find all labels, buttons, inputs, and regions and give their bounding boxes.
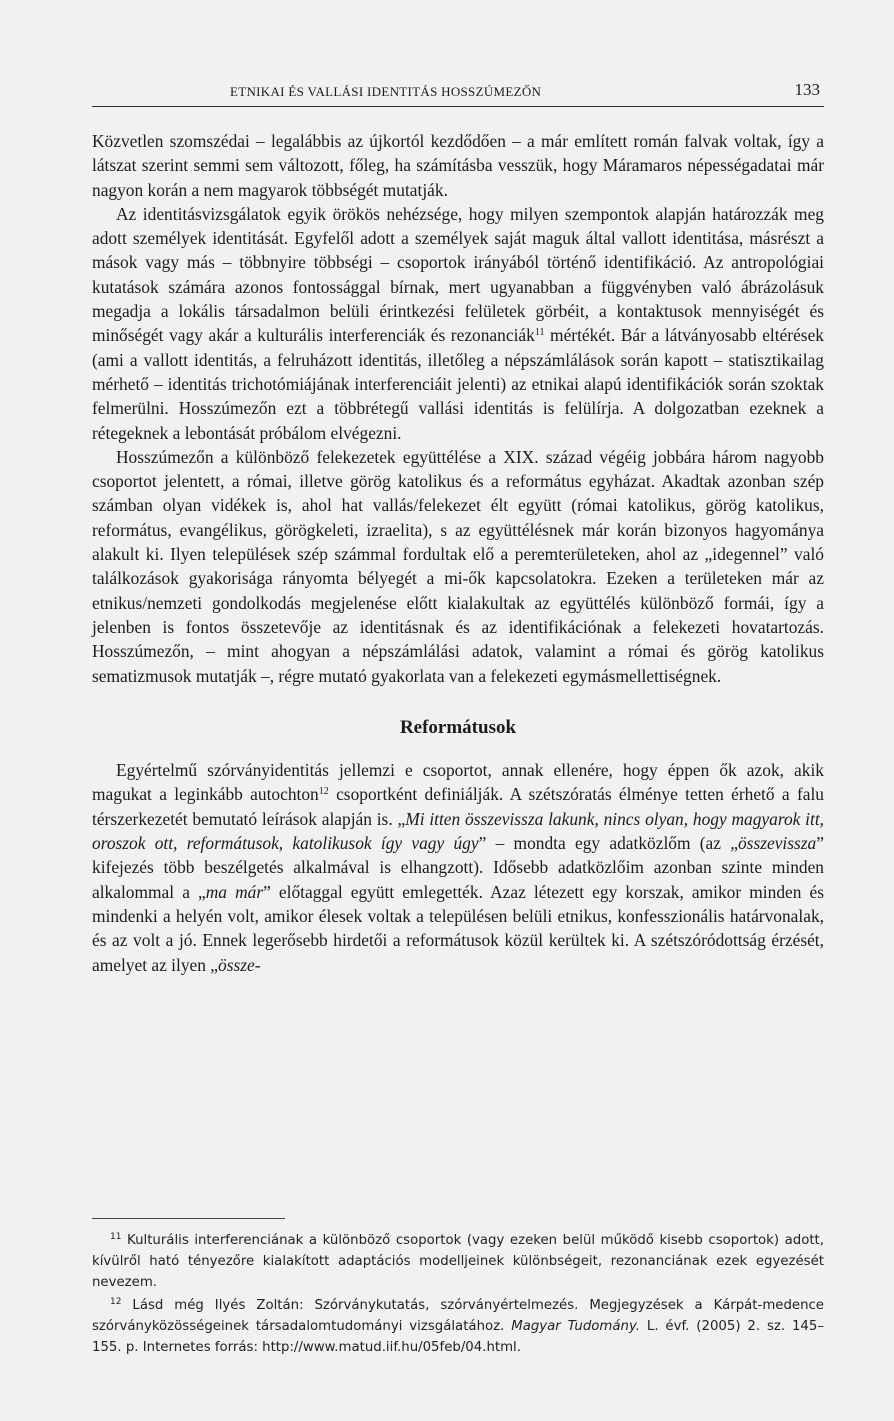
paragraph-2-text-a: Az identitásvizsgálatok egyik örökös nehézsége, hogy milyen szempontok alapján határozzák meg adott személyek identitását. Egyfelől adott a személyek saját maguk által vallott identitása, másrészt a mások vagy más – többnyire többségi – csoportok irányából történő identifikáció. Az antropológiai kutatások számára azonos fontossággal bírnak, mert ugyanabban a függvényben való ábrázolásuk megadja a lokális társadalmon belüli érintkezési felületek görbéit, a kontaktusok mennyiségét és minőségét vagy akár a kulturális interferenciák és rezonanciák — [92, 203, 824, 346]
paragraph-1: Közvetlen szomszédai – legalábbis az újkortól kezdődően – a már említett román falvak voltak, így a látszat szerint semmi sem változott, főleg, ha számításba vesszük, hogy Máramaros népességadatai már nagyon korán a nem magyarok többségét mutatják. — [92, 131, 824, 200]
paragraph-4-text-d: ” kifejezés több beszélgetés alkalmával is elhangzott). Idősebb adatközlőim azonban szinte minden alkalommal a „ — [92, 833, 824, 902]
footnote-12-text-a: Lásd még Ilyés Zoltán: Szórványkutatás, szórványértelmezés. Megjegyzések a Kárpát-medence szórványközösségeinek társadalomtudományi vizsgálatához. — [92, 1298, 824, 1334]
paragraph-4-quote-2: összevissza — [737, 833, 817, 854]
running-head-title: ETNIKAI ÉS VALLÁSI IDENTITÁS HOSSZÚMEZŐN — [230, 84, 542, 99]
footnote-11-text: Kulturális interferenciának a különböző csoportok (vagy ezeken belül működő kisebb csoportok) adott, kívülről ható tényezőre kialakított adaptációs modelljeinek különbségeit, rezonanciának ezek egyezését nevezem. — [92, 1233, 824, 1290]
paragraph-4-text-a: Egyértelmű szórványidentitás jellemzi e csoportot, annak ellenére, hogy éppen ők azok, akik magukat a leginkább autochton — [92, 760, 824, 805]
footnote-ref-12[interactable]: 12 — [318, 786, 329, 798]
footnote-ref-11[interactable]: 11 — [534, 327, 545, 339]
footnote-11-number: 11 — [110, 1232, 122, 1242]
page-number: 133 — [794, 80, 820, 99]
footnote-11 — [92, 1230, 824, 1293]
paragraph-4-text-c: ” – mondta egy adatközlőm (az „ — [478, 833, 738, 854]
paragraph-3: Hosszúmezőn a különböző felekezetek együttélése a XIX. század végéig jobbára három nagyobb csoportot jelentett, a római, illetve görög katolikus és a református egyházat. Akadtak azonban szép számban olyan vidékek is, ahol hat vallás/felekezet élt együtt (római katolikus, görög katolikus, református, evangélikus, görögkeleti, izraelita), s az együttélésnek már korán bizonyos hagyománya alakult ki. Ilyen települések szép számmal fordultak elő a peremterületeken, ahol az „idegennel” való találkozások gyakorisága rányomta bélyegét a mi-ők kapcsolatokra. Ezeken a területeken már az etnikus/nemzeti gondolkodás megjelenése előtt kialakultak az együttélés különböző formái, így a jelenben is fontos összetevője az identitásnak és az identifikációnak a felekezeti hovatartozás. Hosszúmezőn, – mint ahogyan a népszámlálási adatok, valamint a római és görög katolikus sematizmusok mutatják –, régre mutató gyakorlata van a felekezeti egymásmellettiségnek. — [92, 446, 824, 686]
footnote-12-number: 12 — [110, 1297, 122, 1307]
paragraph-4-text-e: ” előtaggal együtt emlegették. Azaz létezett egy korszak, amikor minden és mindenki a helyén volt, amikor élesek voltak a településen belüli etnikus, konfesszionális határvonalak, és az volt a jó. Ennek legerősebb hirdetői a reformátusok közül kerültek ki. A szétszóródottság érzését, amelyet az ilyen „ — [92, 881, 825, 975]
paragraph-2 — [92, 202, 824, 445]
footnote-divider — [92, 1218, 285, 1219]
footnote-12-text-b: L. évf. (2005) 2. sz. 145–155. p. Internetes forrás: http://www.matud.iif.hu/05feb/04.html. — [92, 1319, 824, 1355]
paragraph-4 — [92, 758, 824, 977]
running-head — [92, 80, 824, 107]
footnote-12-journal: Magyar Tudomány. — [511, 1319, 641, 1334]
paragraph-4-quote-1: Mi itten összevissza lakunk, nincs olyan, hogy magyarok itt, oroszok ott, reformátusok, katolikusok így vagy úgy — [92, 808, 825, 854]
body-text — [92, 129, 824, 977]
footnote-12 — [92, 1295, 824, 1358]
paragraph-2-text-b: mértékét. Bár a látványosabb eltérések (ami a vallott identitás, a felruházott identitás, illetőleg a népszámlálások során kapott – statisztikailag mérhető – identitás trichotómiájának interferenciáit jelenti) az etnikai alapú identifikációk során szoktak felmerülni. Hosszúmezőn ezt a többrétegű vallási identitás is felülírja. A dolgozatban ezeknek a rétegeknek a lebontását próbálom elvégezni. — [92, 325, 824, 443]
paragraph-4-quote-3: ma már — [205, 881, 264, 902]
paragraph-4-quote-4: össze- — [218, 954, 261, 975]
footnotes — [92, 1230, 824, 1360]
section-heading: Reformátusok — [399, 716, 517, 738]
paragraph-4-text-b: csoportként definiálják. A szétszóratás élménye tetten érhető a falu térszerkezetét bemutató leírások alapján is. „ — [92, 784, 824, 829]
